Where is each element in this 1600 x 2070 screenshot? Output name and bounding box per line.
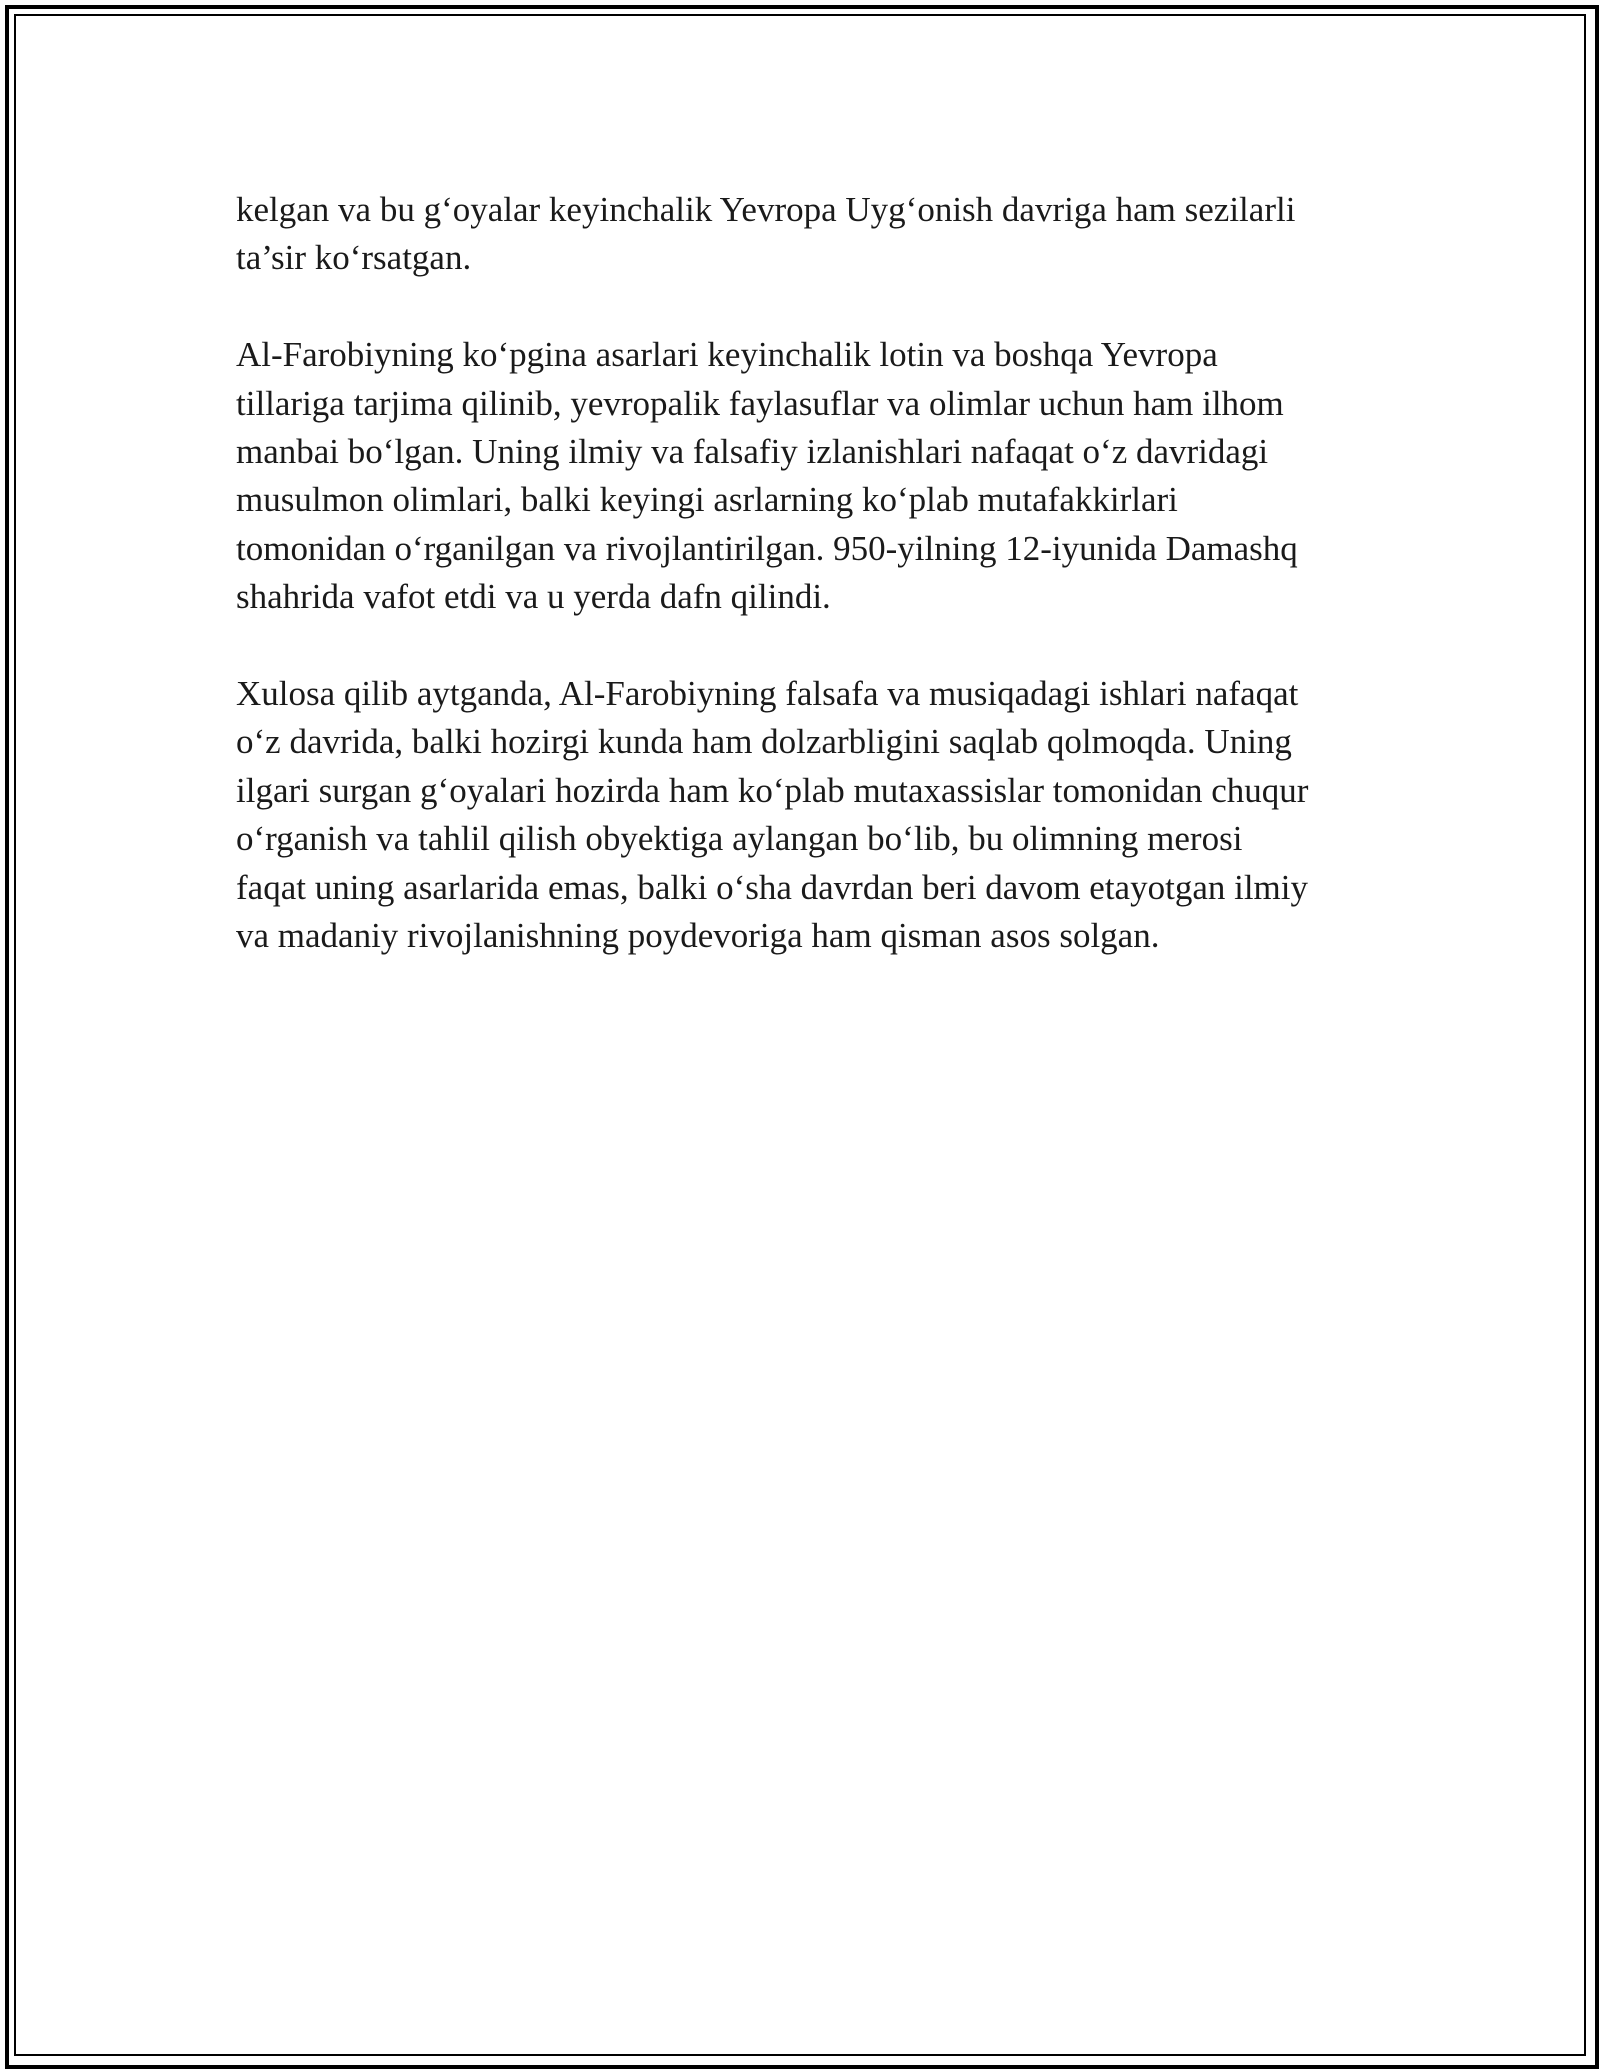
paragraph-3 [236, 670, 1386, 960]
paragraph-2 [236, 331, 1386, 621]
text-line: o‘z davrida, balki hozirgi kunda ham dolzarbligini saqlab qolmoqda. Uning [236, 722, 1292, 762]
document-body [236, 186, 1386, 1009]
text-line: tomonidan o‘rganilgan va rivojlantirilgan. 950-yilning 12-iyunida Damashq [236, 528, 1298, 568]
text-line: faqat uning asarlarida emas, balki o‘sha davrdan beri davom etayotgan ilmiy [236, 867, 1308, 907]
text-line: va madaniy rivojlanishning poydevoriga ham qisman asos solgan. [236, 916, 1160, 956]
text-line: manbai bo‘lgan. Uning ilmiy va falsafiy izlanishlari nafaqat o‘z davridagi [236, 432, 1269, 472]
paragraph-1 [236, 186, 1386, 283]
text-line: ta’sir ko‘rsatgan. [236, 238, 472, 278]
text-line: ilgari surgan g‘oyalari hozirda ham ko‘plab mutaxassislar tomonidan chuqur [236, 770, 1309, 810]
text-line: Al-Farobiyning ko‘pgina asarlari keyinchalik lotin va boshqa Yevropa [236, 335, 1218, 375]
text-line: kelgan va bu g‘oyalar keyinchalik Yevropa Uyg‘onish davriga ham sezilarli [236, 190, 1296, 229]
text-line: tillariga tarjima qilinib, yevropalik faylasuflar va olimlar uchun ham ilhom [236, 383, 1284, 423]
text-line: shahrida vafot etdi va u yerda dafn qilindi. [236, 577, 831, 617]
text-line: Xulosa qilib aytganda, Al-Farobiyning falsafa va musiqadagi ishlari nafaqat [236, 674, 1299, 714]
text-line: musulmon olimlari, balki keyingi asrlarning ko‘plab mutafakkirlari [236, 480, 1178, 520]
text-line: o‘rganish va tahlil qilish obyektiga aylangan bo‘lib, bu olimning merosi [236, 819, 1243, 859]
